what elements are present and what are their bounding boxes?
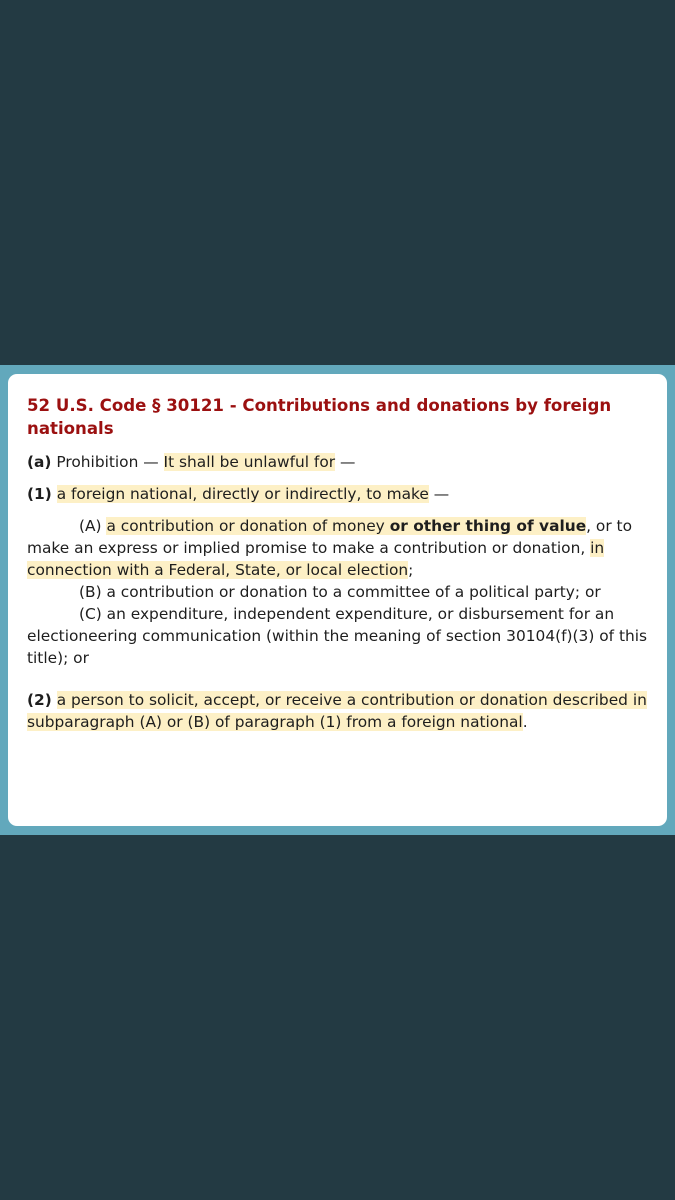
section-a-label: (a) [27,453,52,471]
paragraph-1-highlight: a foreign national, directly or indirectly, to make [56,485,429,503]
paragraph-1-label: (1) [27,485,52,503]
subparagraph-a-label: (A) [79,517,102,535]
section-a [27,451,649,473]
subparagraph-a-bold: or other thing of value [389,517,587,535]
subparagraph-a-mid: , or to make an express or implied promise to make a contribution or donation, [27,517,633,557]
spacer [27,669,649,679]
subparagraph-list [27,515,649,669]
paragraph-2-label: (2) [27,691,52,709]
paragraph-2-end: . [522,713,528,731]
section-a-heading: Prohibition — [56,453,159,471]
paragraph-2-highlight: a person to solicit, accept, or receive a contribution or donation described in subparagraph (A) or (B) of paragraph (1) from a foreign national [27,691,647,731]
paragraph-1 [27,483,649,505]
subparagraph-b-text: a contribution or donation to a committee of a political party; or [106,583,601,601]
subparagraph-b-label: (B) [79,583,102,601]
paragraph-1-dash: — [433,485,450,503]
subparagraph-a-highlight-1: a contribution or donation of money [106,517,385,535]
document-title: 52 U.S. Code § 30121 - Contributions and donations by foreign nationals [27,396,612,438]
subparagraph-b [27,581,649,603]
subparagraph-c-text: an expenditure, independent expenditure, or disbursement for an electioneering communication (within the meaning of section 30104(f)(3) of this title); or [27,605,648,667]
subparagraph-a [27,515,649,581]
spacer [27,679,649,689]
document-card [8,374,667,826]
paragraph-2 [27,689,649,733]
subparagraph-a-end: ; [408,561,414,579]
section-a-highlight: It shall be unlawful for [163,453,336,471]
subparagraph-a-highlight-2: in connection with a Federal, State, or local election [27,539,605,579]
subparagraph-c [27,603,649,669]
section-a-dash: — [340,453,356,471]
subparagraph-c-label: (C) [79,605,102,623]
